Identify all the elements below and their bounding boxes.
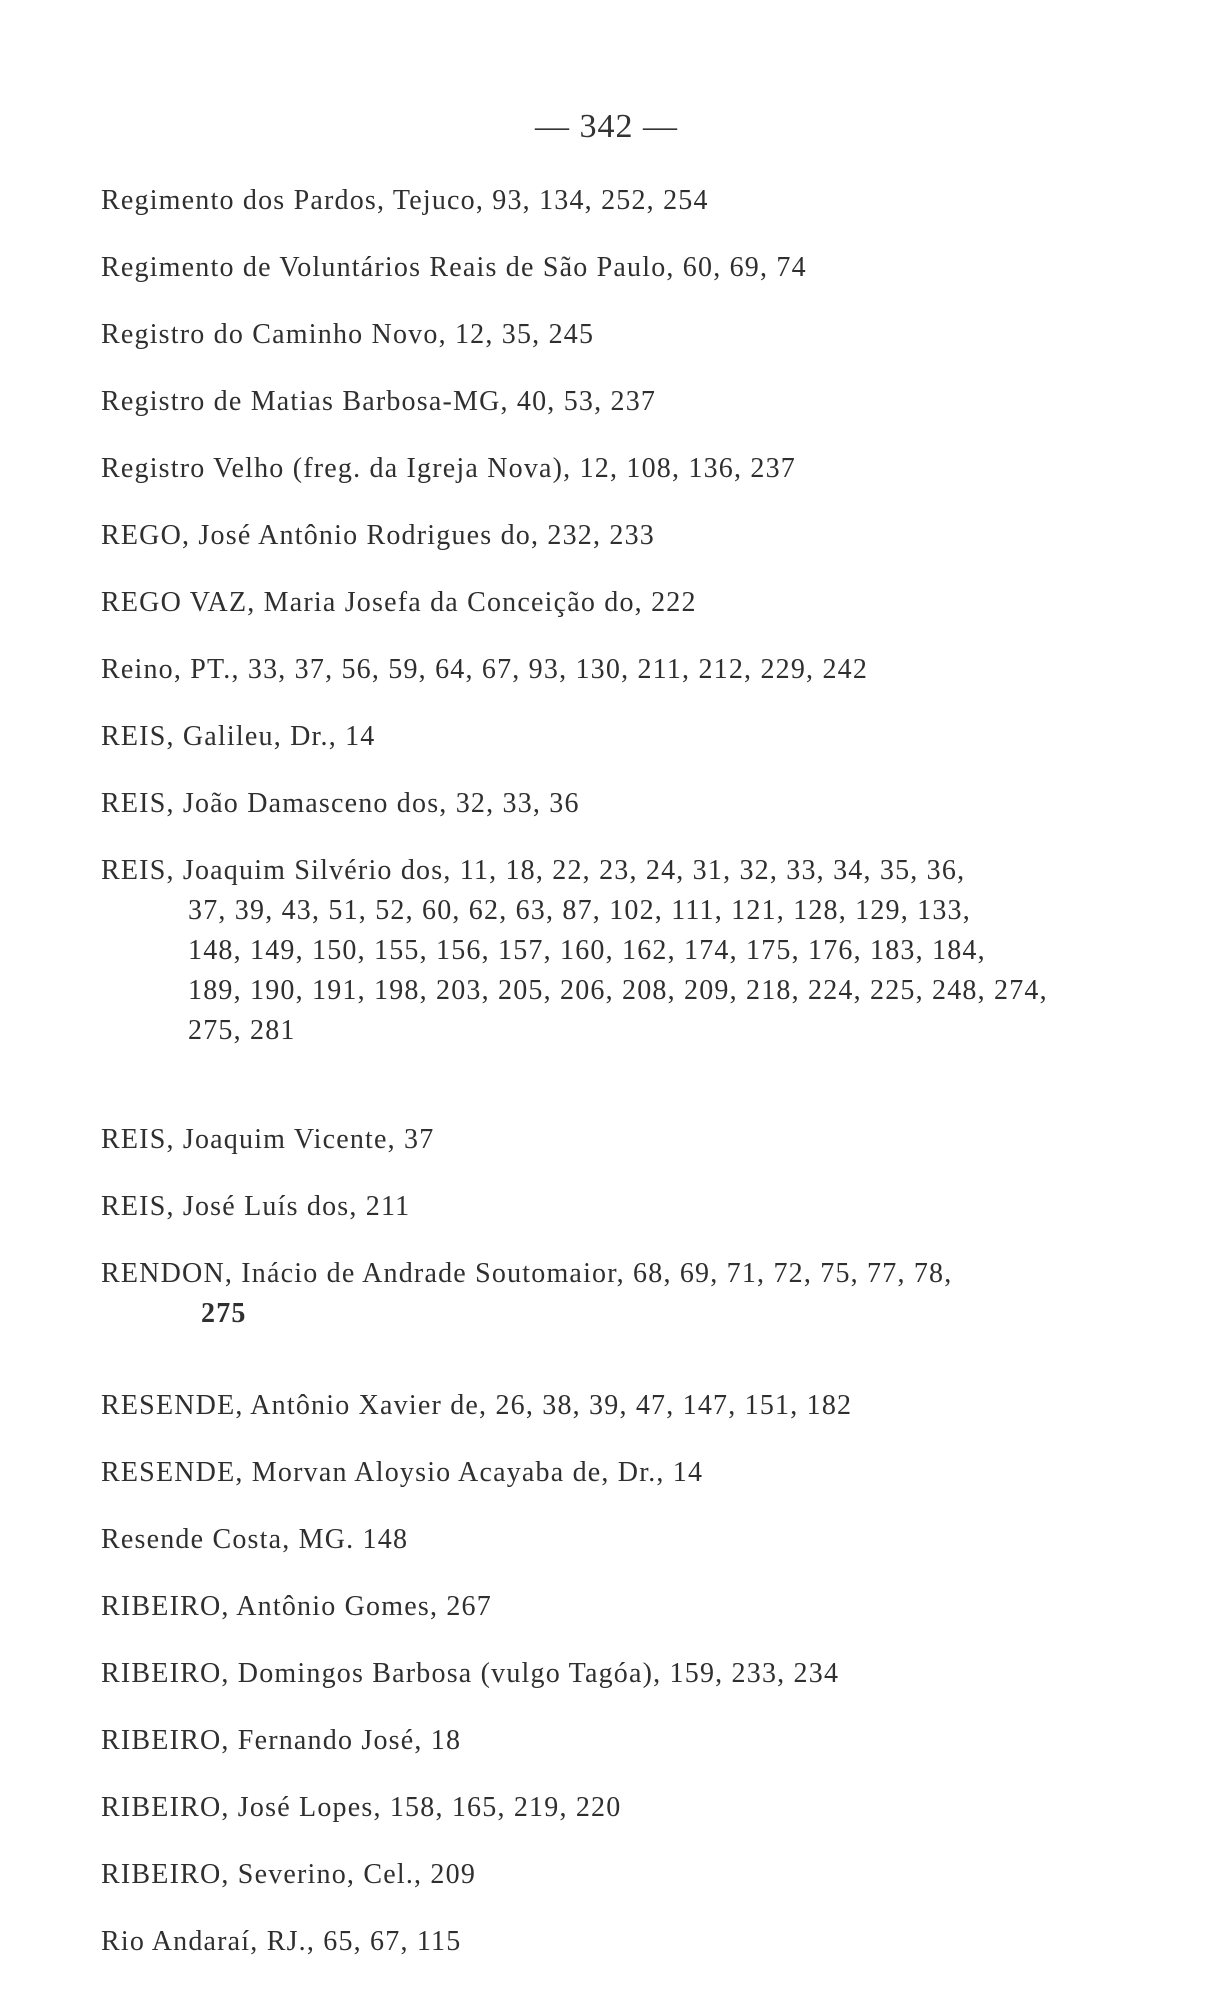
index-entry-text: REIS, João Damasceno dos, 32, 33, 36 bbox=[101, 788, 580, 819]
index-entry-text: Regimento de Voluntários Reais de São Paulo, 60, 69, 74 bbox=[101, 252, 807, 283]
index-entry bbox=[101, 650, 1161, 690]
index-entry-text: REIS, Galileu, Dr., 14 bbox=[101, 721, 376, 752]
index-entry bbox=[101, 717, 1161, 757]
index-entry-text: RESENDE, Antônio Xavier de, 26, 38, 39, 47, 147, 151, 182 bbox=[101, 1390, 853, 1421]
index-entry-text: RIBEIRO, Fernando José, 18 bbox=[101, 1725, 462, 1756]
index-entry bbox=[101, 1187, 1161, 1227]
index-entry-text: REIS, José Luís dos, 211 bbox=[101, 1191, 411, 1222]
index-entry-continuation: 37, 39, 43, 51, 52, 60, 62, 63, 87, 102, 111, 121, 128, 129, 133, bbox=[188, 895, 971, 926]
index-entry bbox=[101, 181, 1161, 221]
index-entry bbox=[101, 583, 1161, 623]
index-entry-text: Registro Velho (freg. da Igreja Nova), 12, 108, 136, 237 bbox=[101, 453, 796, 484]
index-entry-text: Reino, PT., 33, 37, 56, 59, 64, 67, 93, 130, 211, 212, 229, 242 bbox=[101, 654, 869, 685]
index-entry-text: RENDON, Inácio de Andrade Soutomaior, 68, 69, 71, 72, 75, 77, 78, bbox=[101, 1258, 953, 1289]
index-entry-text: Regimento dos Pardos, Tejuco, 93, 134, 252, 254 bbox=[101, 185, 709, 216]
index-entry bbox=[101, 1453, 1161, 1493]
index-entry-text: RIBEIRO, Severino, Cel., 209 bbox=[101, 1859, 477, 1890]
index-entry bbox=[101, 1855, 1161, 1895]
index-entry-text: REGO, José Antônio Rodrigues do, 232, 233 bbox=[101, 520, 655, 551]
index-entry bbox=[101, 1721, 1161, 1761]
index-entry-text: REIS, Joaquim Silvério dos, 11, 18, 22, 23, 24, 31, 32, 33, 34, 35, 36, bbox=[101, 855, 966, 886]
index-entry bbox=[101, 1788, 1161, 1828]
index-entry bbox=[101, 449, 1161, 489]
index-entry bbox=[101, 1654, 1161, 1694]
index-entry-text: REGO VAZ, Maria Josefa da Conceição do, 222 bbox=[101, 587, 697, 618]
index-entry-text: Rio Andaraí, RJ., 65, 67, 115 bbox=[101, 1926, 462, 1957]
index-entry-continuation: 275, 281 bbox=[188, 1015, 296, 1046]
index-entry-text: RESENDE, Morvan Aloysio Acayaba de, Dr., 14 bbox=[101, 1457, 704, 1488]
index-entry-text: RIBEIRO, Antônio Gomes, 267 bbox=[101, 1591, 492, 1622]
index-entry bbox=[101, 1120, 1161, 1160]
index-entry bbox=[101, 1587, 1161, 1627]
index-entry-continuation: 275 bbox=[201, 1298, 247, 1329]
index-entry bbox=[101, 1922, 1161, 1962]
index-entry bbox=[101, 784, 1161, 824]
index-entry bbox=[101, 1386, 1161, 1426]
index-entry bbox=[101, 1254, 1161, 1334]
index-entry-text: REIS, Joaquim Vicente, 37 bbox=[101, 1124, 435, 1155]
index-entry-text: Resende Costa, MG. 148 bbox=[101, 1524, 409, 1555]
index-entry-text: Registro do Caminho Novo, 12, 35, 245 bbox=[101, 319, 595, 350]
index-entry bbox=[101, 851, 1161, 1051]
index-entry bbox=[101, 382, 1161, 422]
index-entry-continuation: 148, 149, 150, 155, 156, 157, 160, 162, 174, 175, 176, 183, 184, bbox=[188, 935, 986, 966]
index-entry-text: Registro de Matias Barbosa-MG, 40, 53, 237 bbox=[101, 386, 657, 417]
index-entry-text: RIBEIRO, José Lopes, 158, 165, 219, 220 bbox=[101, 1792, 622, 1823]
index-entry-text: RIBEIRO, Domingos Barbosa (vulgo Tagóa), 159, 233, 234 bbox=[101, 1658, 840, 1689]
page-number: — 342 — bbox=[535, 108, 678, 145]
index-entry-continuation: 189, 190, 191, 198, 203, 205, 206, 208, 209, 218, 224, 225, 248, 274, bbox=[188, 975, 1048, 1006]
index-entry bbox=[101, 315, 1161, 355]
index-entry bbox=[101, 248, 1161, 288]
index-entry bbox=[101, 516, 1161, 556]
index-entry bbox=[101, 1520, 1161, 1560]
